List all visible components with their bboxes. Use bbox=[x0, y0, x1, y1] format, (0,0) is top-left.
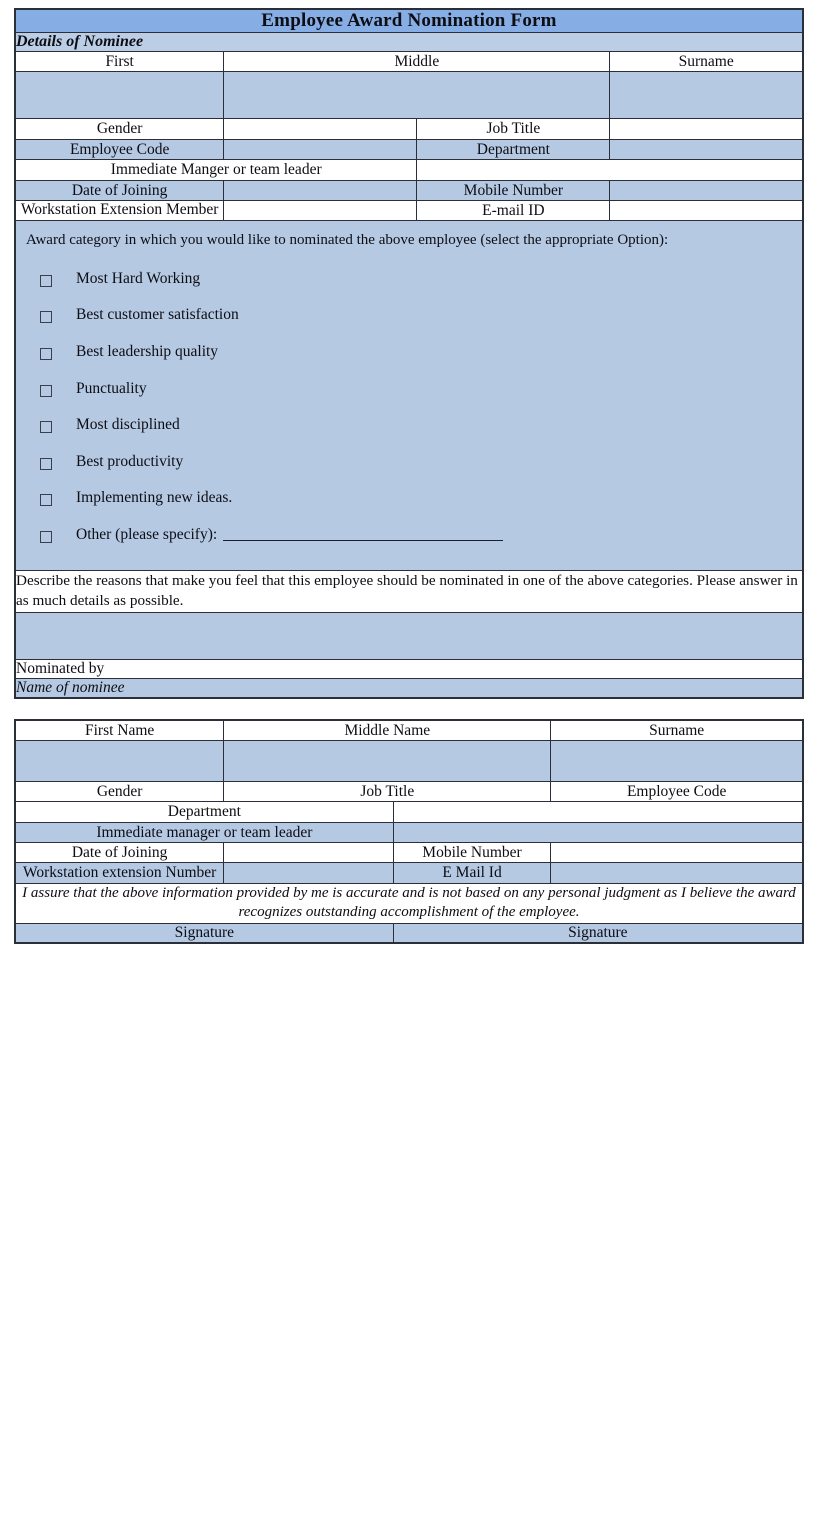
workstation-email-row bbox=[15, 200, 803, 220]
label-immediate-manager: Immediate Manger or team leader bbox=[15, 160, 417, 180]
reasons-answer-row bbox=[15, 612, 803, 659]
input-immediate-manager[interactable] bbox=[393, 822, 803, 842]
label-gender: Gender bbox=[15, 781, 224, 801]
input-first-name[interactable] bbox=[15, 72, 224, 119]
label-immediate-manager: Immediate manager or team leader bbox=[15, 822, 393, 842]
label-signature-left[interactable]: Signature bbox=[15, 923, 393, 943]
gender-jobtitle-row bbox=[15, 119, 803, 139]
label-surname: Surname bbox=[610, 52, 803, 72]
label-date-of-joining: Date of Joining bbox=[15, 180, 224, 200]
label-first-name: First bbox=[15, 52, 224, 72]
immediate-manager-row bbox=[15, 160, 803, 180]
nominated-by-row bbox=[15, 659, 803, 678]
input-workstation-extension[interactable] bbox=[224, 200, 417, 220]
form-title-row bbox=[15, 9, 803, 33]
award-category-row bbox=[15, 221, 803, 570]
label-workstation-extension: Workstation Extension Member bbox=[15, 200, 224, 220]
award-option-label: Best productivity bbox=[76, 452, 184, 470]
label-email-id: E-mail ID bbox=[417, 200, 610, 220]
label-date-of-joining: Date of Joining bbox=[15, 843, 224, 863]
input-other-specify[interactable] bbox=[223, 526, 503, 541]
signature-row bbox=[15, 923, 803, 943]
input-surname[interactable] bbox=[551, 740, 803, 781]
award-option-item[interactable] bbox=[40, 334, 792, 371]
label-name-of-nominee: Name of nominee bbox=[15, 678, 803, 698]
nominee-form-table bbox=[14, 8, 804, 699]
label-department: Department bbox=[417, 139, 610, 159]
name-of-nominee-row bbox=[15, 678, 803, 698]
label-email-id: E Mail Id bbox=[393, 863, 551, 883]
label-middle-name: Middle bbox=[224, 52, 610, 72]
reasons-prompt: Describe the reasons that make you feel that this employee should be nominated in one of the above categories. Please answer in as much details as possible. bbox=[15, 570, 803, 612]
input-first-name[interactable] bbox=[15, 740, 224, 781]
checkbox-icon[interactable] bbox=[40, 458, 52, 470]
name-input-row bbox=[15, 72, 803, 119]
label-employee-code: Employee Code bbox=[551, 781, 803, 801]
nominator-workstation-email-row bbox=[15, 863, 803, 883]
input-email-id[interactable] bbox=[610, 200, 803, 220]
input-date-of-joining[interactable] bbox=[224, 180, 417, 200]
input-middle-name[interactable] bbox=[224, 740, 551, 781]
input-mobile-number[interactable] bbox=[551, 843, 803, 863]
input-surname[interactable] bbox=[610, 72, 803, 119]
nominator-joining-mobile-row bbox=[15, 843, 803, 863]
label-employee-code: Employee Code bbox=[15, 139, 224, 159]
award-option-item[interactable] bbox=[40, 261, 792, 298]
award-option-label: Other (please specify): bbox=[76, 525, 218, 543]
award-option-item[interactable] bbox=[40, 480, 792, 517]
award-option-item[interactable] bbox=[40, 371, 792, 408]
checkbox-icon[interactable] bbox=[40, 348, 52, 360]
joining-mobile-row bbox=[15, 180, 803, 200]
input-date-of-joining[interactable] bbox=[224, 843, 393, 863]
checkbox-icon[interactable] bbox=[40, 385, 52, 397]
label-job-title: Job Title bbox=[417, 119, 610, 139]
section-heading-details-of-nominee: Details of Nominee bbox=[15, 33, 803, 52]
input-reasons-answer[interactable] bbox=[15, 612, 803, 659]
table-separator bbox=[14, 699, 804, 719]
award-option-label: Punctuality bbox=[76, 379, 147, 397]
input-employee-code[interactable] bbox=[224, 139, 417, 159]
award-option-item[interactable] bbox=[40, 297, 792, 334]
nominee-heading-row bbox=[15, 33, 803, 52]
award-option-label: Implementing new ideas. bbox=[76, 489, 233, 507]
label-mobile-number: Mobile Number bbox=[393, 843, 551, 863]
nominator-department-row bbox=[15, 802, 803, 822]
award-option-item-other[interactable] bbox=[40, 517, 792, 554]
nominator-immediate-manager-row bbox=[15, 822, 803, 842]
checkbox-icon[interactable] bbox=[40, 494, 52, 506]
checkbox-icon[interactable] bbox=[40, 275, 52, 287]
reasons-prompt-row bbox=[15, 570, 803, 612]
label-middle-name: Middle Name bbox=[224, 720, 551, 741]
input-middle-name[interactable] bbox=[224, 72, 610, 119]
input-mobile-number[interactable] bbox=[610, 180, 803, 200]
label-workstation-extension: Workstation extension Number bbox=[15, 863, 224, 883]
nominator-name-input-row bbox=[15, 740, 803, 781]
assurance-row bbox=[15, 883, 803, 923]
input-department[interactable] bbox=[393, 802, 803, 822]
award-option-list bbox=[26, 261, 792, 554]
label-nominated-by: Nominated by bbox=[15, 659, 803, 678]
input-department[interactable] bbox=[610, 139, 803, 159]
input-workstation-extension[interactable] bbox=[224, 863, 393, 883]
award-option-item[interactable] bbox=[40, 407, 792, 444]
input-gender[interactable] bbox=[224, 119, 417, 139]
input-immediate-manager[interactable] bbox=[417, 160, 803, 180]
checkbox-icon[interactable] bbox=[40, 531, 52, 543]
checkbox-icon[interactable] bbox=[40, 311, 52, 323]
label-surname: Surname bbox=[551, 720, 803, 741]
label-job-title: Job Title bbox=[224, 781, 551, 801]
nominator-form-table bbox=[14, 719, 804, 944]
label-mobile-number: Mobile Number bbox=[417, 180, 610, 200]
label-department: Department bbox=[15, 802, 393, 822]
input-email-id[interactable] bbox=[551, 863, 803, 883]
assurance-statement: I assure that the above information provided by me is accurate and is not based on any personal judgment as I believe the award recognizes outstanding accomplishment of the employee. bbox=[15, 883, 803, 923]
label-first-name: First Name bbox=[15, 720, 224, 741]
input-job-title[interactable] bbox=[610, 119, 803, 139]
award-option-label: Most disciplined bbox=[76, 416, 180, 434]
award-option-label: Best customer satisfaction bbox=[76, 306, 239, 324]
nominator-name-header-row bbox=[15, 720, 803, 741]
award-option-item[interactable] bbox=[40, 444, 792, 481]
name-header-row bbox=[15, 52, 803, 72]
award-category-intro: Award category in which you would like to nominated the above employee (select the appropriate Option): bbox=[26, 232, 669, 249]
award-option-label: Most Hard Working bbox=[76, 269, 201, 287]
label-signature-right[interactable]: Signature bbox=[393, 923, 803, 943]
employeecode-department-row bbox=[15, 139, 803, 159]
award-option-label: Best leadership quality bbox=[76, 342, 219, 360]
checkbox-icon[interactable] bbox=[40, 421, 52, 433]
nominator-gender-jobtitle-code-row bbox=[15, 781, 803, 801]
label-gender: Gender bbox=[15, 119, 224, 139]
page-title: Employee Award Nomination Form bbox=[15, 9, 803, 33]
award-category-cell bbox=[15, 221, 803, 570]
